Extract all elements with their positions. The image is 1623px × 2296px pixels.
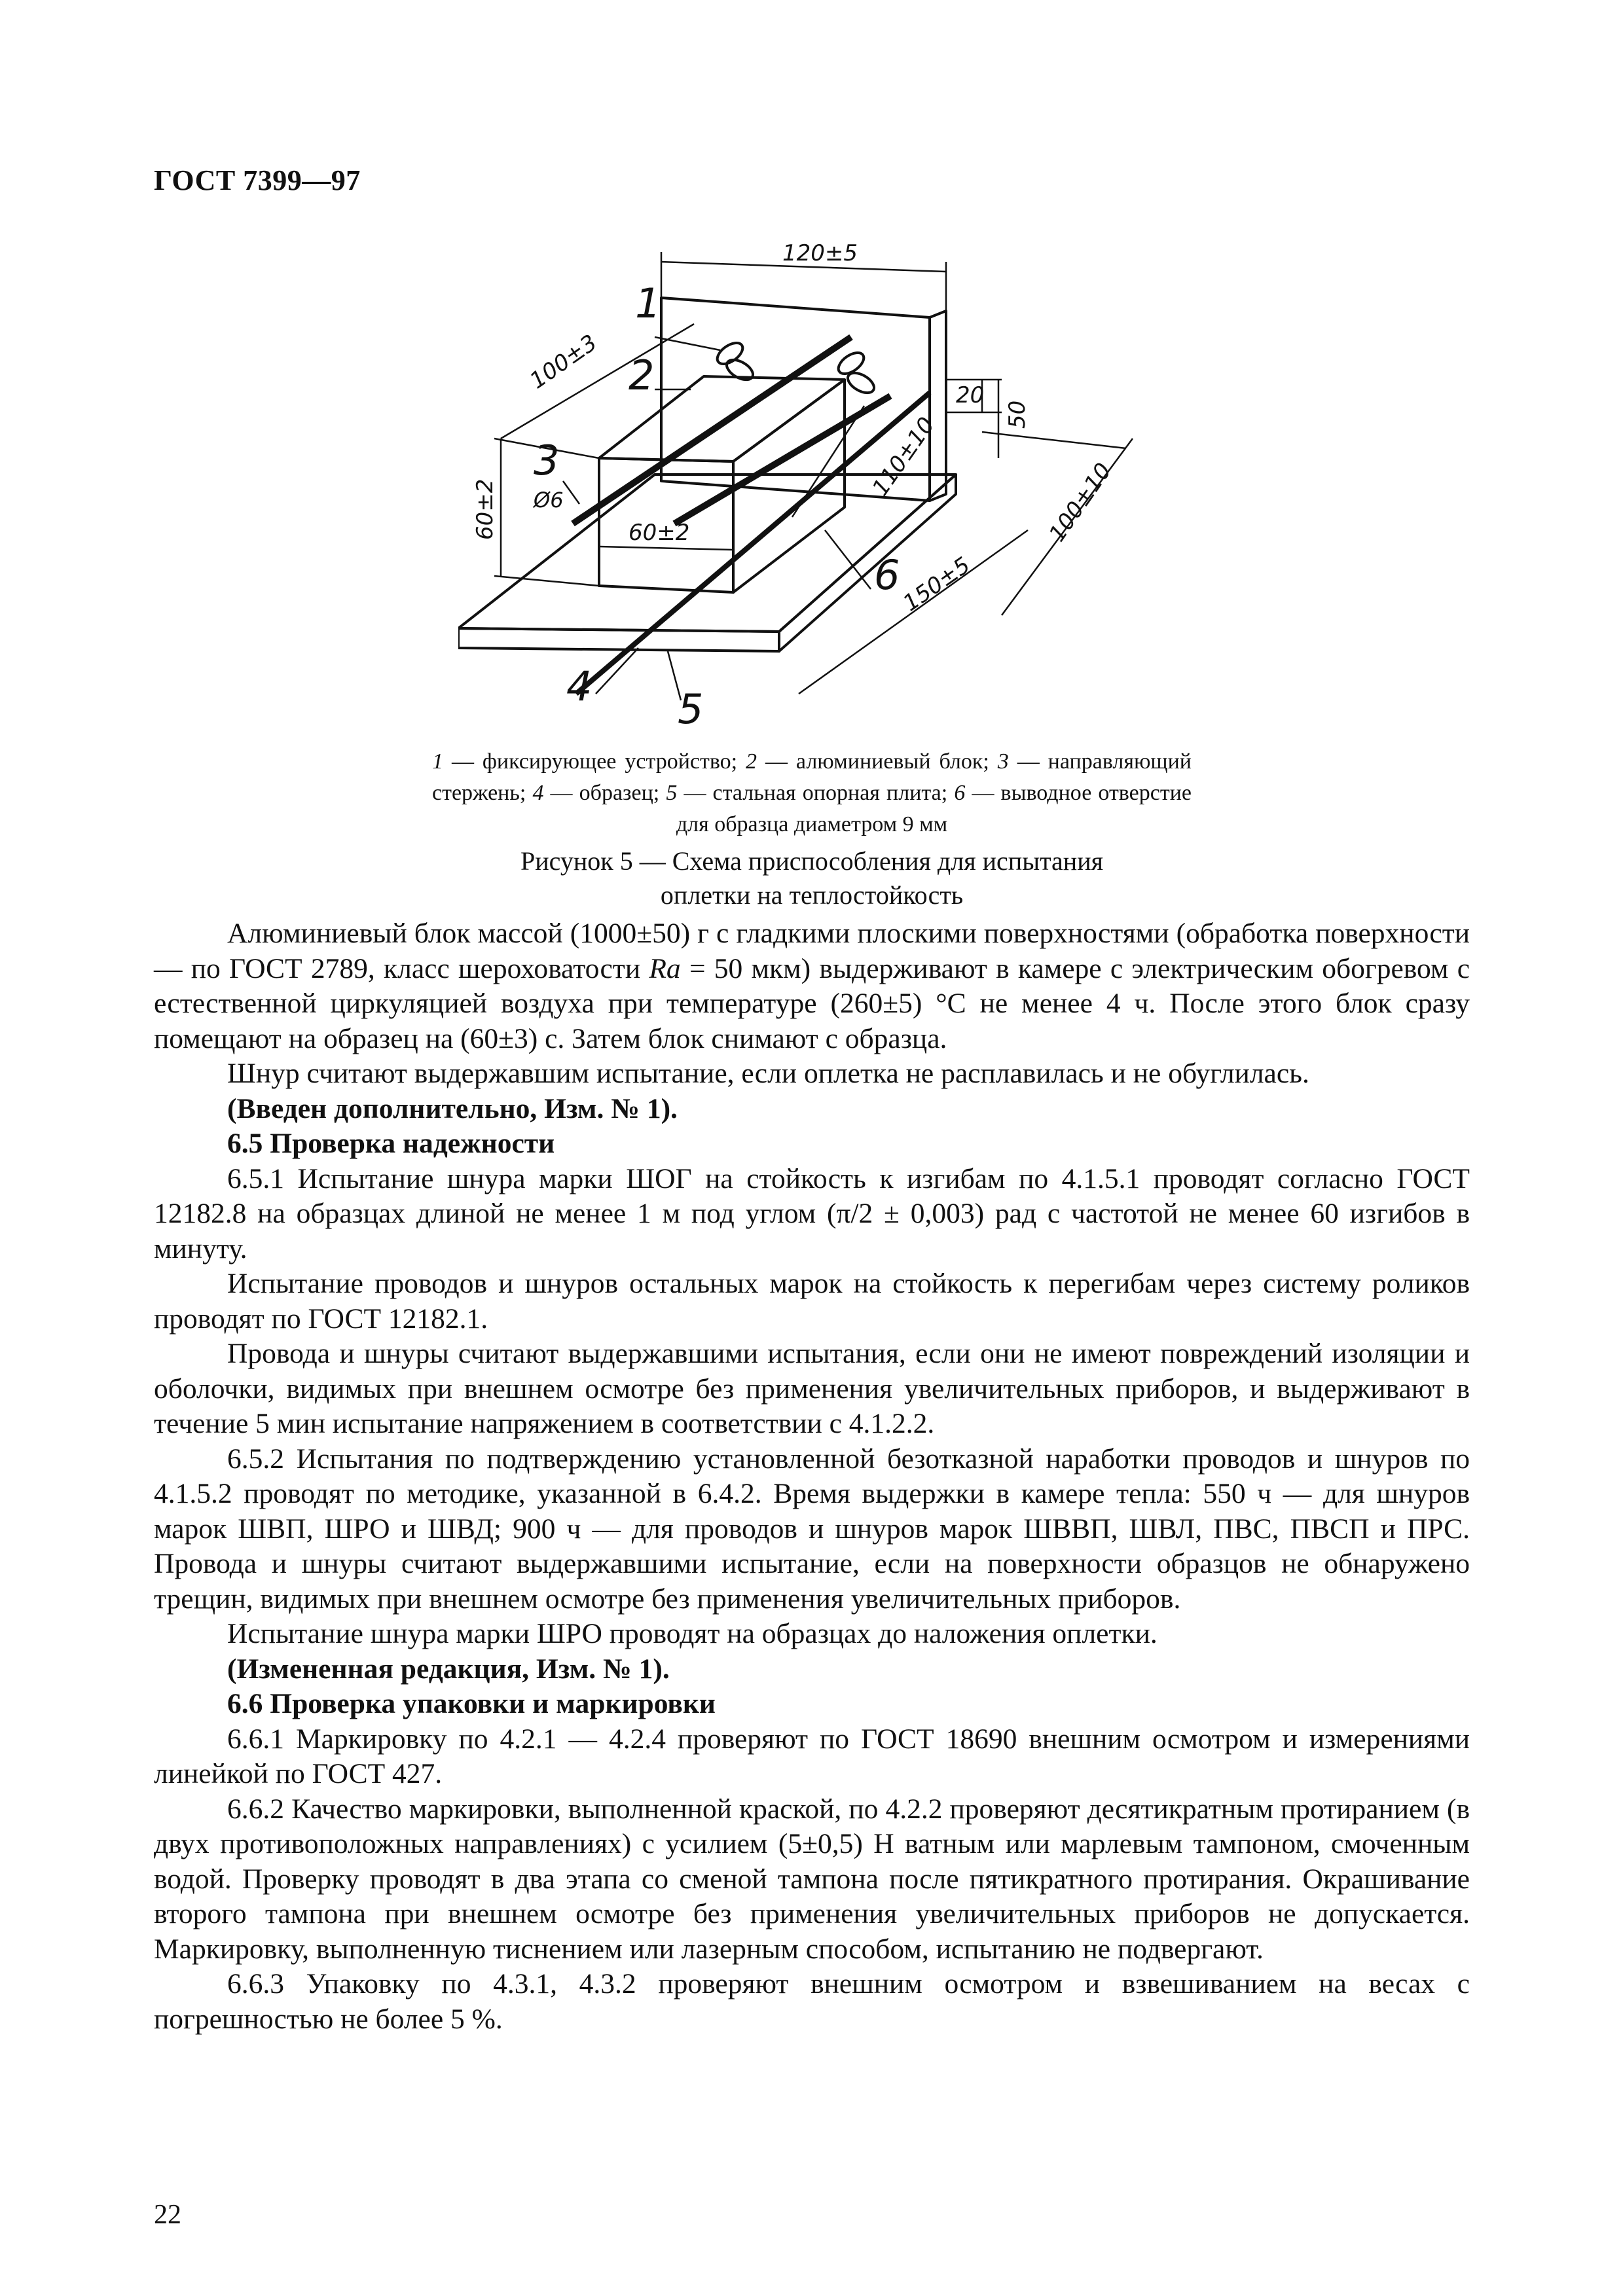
dim-100-10-ext xyxy=(982,432,1126,448)
leader-1 xyxy=(655,337,720,350)
dim-110 xyxy=(792,406,864,517)
dim-label-60-vertical: 60±2 xyxy=(472,478,498,540)
section-heading-6-5: 6.5 Проверка надежности xyxy=(227,1128,555,1159)
caption-line-1: Рисунок 5 — Схема приспособления для испытания xyxy=(520,846,1104,876)
label-3: 3 xyxy=(534,437,560,484)
amendment-note-2: (Измененная редакция, Изм. № 1). xyxy=(227,1653,670,1685)
legend-num-5: 5 xyxy=(666,781,678,805)
paragraph-6-6-3: 6.6.3 Упаковку по 4.3.1, 4.3.2 проверяют внешним осмотром и взвешиванием на весах с погрешностью не более 5 %. xyxy=(154,1968,1470,2035)
document-header: ГОСТ 7399—97 xyxy=(154,164,361,196)
paragraph-6-5-2: 6.5.2 Испытания по подтверждению установленной безотказной наработки проводов и шнуров по 4.1.5.2 проводят по методике, указанной в 6.4.2. Время выдержки в камере тепла: 550 ч — для шнуров марок ШВП, ШРО и ШВД; 900 ч — для проводов и шнуров марок ШВВП, ШВЛ, ПВС, ПВСП и ПРС. Провода и шнуры считают выдержавшими испытание, если на поверхности образцов не обнаружено трещин, видимых при внешнем осмотре без применения увеличительных приборов. xyxy=(154,1443,1470,1615)
paragraph-cord-passed: Шнур считают выдержавшим испытание, если оплетка не расплавилась и не обуглилась. xyxy=(227,1058,1309,1089)
figure-5-diagram xyxy=(458,242,1178,740)
back-plate-side xyxy=(930,311,946,501)
caption-line-2: оплетки на теплостойкость xyxy=(660,880,964,910)
dim-label-50: 50 xyxy=(1004,400,1030,429)
page-number: 22 xyxy=(154,2200,181,2230)
legend-num-6: 6 xyxy=(954,781,966,805)
legend-num-3: 3 xyxy=(997,749,1009,774)
dim-label-120: 120±5 xyxy=(782,242,858,266)
leader-6 xyxy=(825,530,871,589)
p1-part-ra: Ra xyxy=(649,952,681,984)
paragraph-6-6-2: 6.6.2 Качество маркировки, выполненной краской, по 4.2.2 проверяют десятикратным протиранием (в двух противоположных направлениях) с усилием (5±0,5) Н ватным или марлевым тампоном, смоченным водой. Проверку проводят в два этапа со сменой тампона после пятикратного протирания. Окрашивание второго тампона при внешнем осмотре без применения увеличительных приборов не допускается. Маркировку, выполненную тиснением или лазерным способом, испытанию не подвергают. xyxy=(154,1793,1470,1965)
leader-3 xyxy=(563,481,579,504)
legend-text-3: — направляющий стержень; xyxy=(432,749,1192,805)
paragraph-aluminium-block xyxy=(154,916,1470,1056)
steel-plate-front xyxy=(458,628,779,651)
body-text xyxy=(154,916,1470,2037)
dim-label-20: 20 xyxy=(956,382,985,408)
fixing-device-1-petal-a xyxy=(714,339,746,368)
legend-text-1: — фиксирующее устройство; xyxy=(443,749,746,774)
paragraph-6-6-1: 6.6.1 Маркировку по 4.2.1 — 4.2.4 проверяют по ГОСТ 18690 внешним осмотром и измерениями линейкой по ГОСТ 427. xyxy=(154,1723,1470,1789)
dim-60-horizontal xyxy=(599,547,733,550)
dim-label-110: 110±10 xyxy=(867,412,940,501)
dim-label-100-3: 100±3 xyxy=(525,329,602,395)
amendment-note-1: (Введен дополнительно, Изм. № 1). xyxy=(227,1092,678,1124)
label-4: 4 xyxy=(566,662,593,710)
dim-label-60-horizontal: 60±2 xyxy=(629,520,690,546)
legend-text-6: — выводное отверстие для образца диаметром 9 мм xyxy=(676,781,1192,836)
dim-label-phi6: Ø6 xyxy=(534,488,564,512)
apparatus-drawing xyxy=(458,242,1178,740)
legend-num-2: 2 xyxy=(746,749,757,774)
dim-60-ext-bottom xyxy=(494,576,599,586)
dim-label-150: 150±5 xyxy=(898,552,976,617)
label-5: 5 xyxy=(678,685,704,733)
figure-legend xyxy=(432,746,1192,840)
label-2: 2 xyxy=(629,351,655,399)
paragraph-wires-passed: Провода и шнуры считают выдержавшими испытания, если они не имеют повреждений изоляции и оболочки, видимых при внешнем осмотре без применения увеличительных приборов, и выдерживают в течение 5 мин испытание напряжением в соответствии с 4.1.2.2. xyxy=(154,1338,1470,1439)
dim-100-3 xyxy=(501,324,694,439)
legend-text-5: — стальная опорная плита; xyxy=(677,781,955,805)
fixing-device-1-petal-b xyxy=(723,356,756,384)
drawing-lines xyxy=(458,252,1133,700)
dimension-lines xyxy=(494,252,1133,694)
leader-lines xyxy=(563,337,871,700)
figure-caption xyxy=(432,844,1192,912)
dim-label-100-10: 100±10 xyxy=(1044,458,1117,547)
section-heading-6-6: 6.6 Проверка упаковки и маркировки xyxy=(227,1688,716,1719)
legend-text-2: — алюминиевый блок; xyxy=(757,749,998,774)
fixing-device-2-petal-b xyxy=(845,369,877,397)
p1-part-c: = 50 мкм) выдерживают в камере с электрическим обогревом с естественной циркуляцией воздуха при температуре (260±5) °С не менее 4 ч. После этого блок сразу помещают на образец на (60±3) с. Затем блок снимают с образца. xyxy=(154,952,1470,1054)
label-6: 6 xyxy=(874,551,900,599)
legend-num-4: 4 xyxy=(532,781,544,805)
paragraph-shro-test: Испытание шнура марки ШРО проводят на образцах до наложения оплетки. xyxy=(227,1618,1158,1649)
legend-num-1: 1 xyxy=(432,749,443,774)
block-side xyxy=(733,380,845,592)
paragraph-6-5-1: 6.5.1 Испытание шнура марки ШОГ на стойкость к изгибам по 4.1.5.1 проводят согласно ГОСТ 12182.8 на образцах длиной не менее 1 м под углом (π/2 ± 0,003) рад с частотой не менее 60 изгибов в минуту. xyxy=(154,1162,1470,1265)
p1-part-a: Алюминиевый блок массой (1000±50) г с гладкими плоскими поверхностями (обработка поверхности — по ГОСТ 2789, класс шероховатости xyxy=(154,918,1470,984)
paragraph-bend-test: Испытание проводов и шнуров остальных марок на стойкость к перегибам через систему роликов проводят по ГОСТ 12182.1. xyxy=(154,1268,1470,1335)
label-1: 1 xyxy=(635,279,661,327)
legend-text-4: — образец; xyxy=(543,781,666,805)
